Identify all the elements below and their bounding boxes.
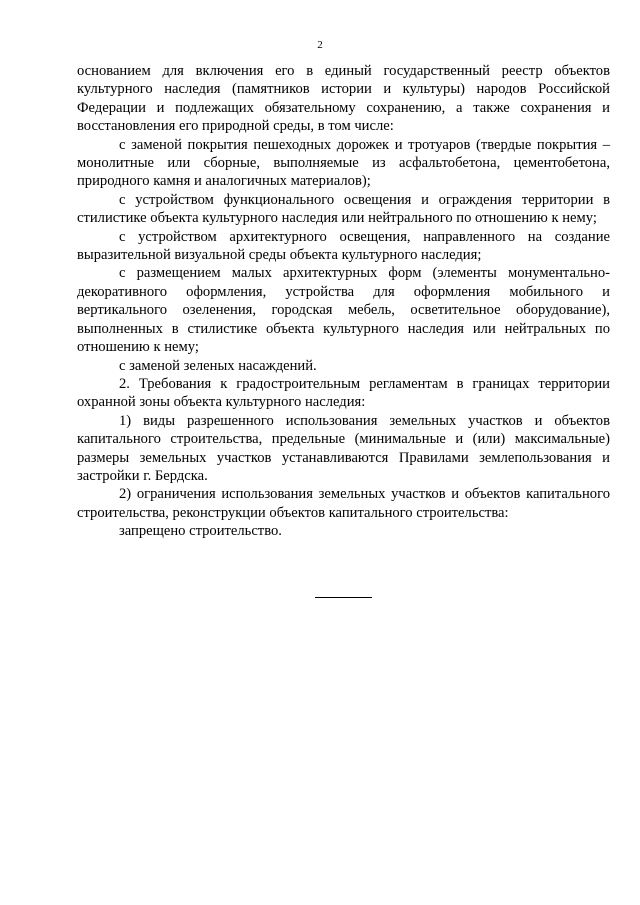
- document-body: [77, 62, 610, 541]
- paragraph-architectural-lighting: с устройством архитектурного освещения, направленного на создание выразительной визуальной среды объекта культурного наследия;: [77, 228, 610, 264]
- paragraph-continuation: основанием для включения его в единый государственный реестр объектов культурного наследия (памятников истории и культуры) народов Российской Федерации и подлежащих обязательному сохранению, а также сохранения и восстановления его природной среды, в том числе:: [77, 63, 610, 135]
- paragraph-paving: с заменой покрытия пешеходных дорожек и тротуаров (твердые покрытия – монолитные или сборные, выполняемые из асфальтобетона, цементобетона, природного камня и аналогичных материалов);: [77, 136, 610, 190]
- paragraph-lighting-fencing: с устройством функционального освещения и ограждения территории в стилистике объекта культурного наследия или нейтрального по отношению к нему;: [77, 191, 610, 227]
- paragraph-requirements-heading: 2. Требования к градостроительным регламентам в границах территории охранной зоны объекта культурного наследия:: [77, 375, 610, 411]
- page-number: 2: [317, 39, 323, 51]
- paragraph-small-forms: с размещением малых архитектурных форм (элементы монументально-декоративного оформления, устройства для оформления мобильного и вертикального озеленения, городская мебель, осветительное оборудование), выполненных в стилистике объекта культурного наследия или нейтральных по отношению к нему;: [77, 265, 610, 356]
- paragraph-green-planting: с заменой зеленых насаждений.: [119, 357, 317, 374]
- paragraph-permitted-uses: 1) виды разрешенного использования земельных участков и объектов капитального строительства, предельные (минимальные и (или) максимальные) размеры земельных участков устанавливаются Правилами землепользования и застройки г. Бердска.: [77, 412, 610, 484]
- end-of-document-rule: [315, 597, 372, 598]
- paragraph-restrictions: 2) ограничения использования земельных участков и объектов капитального строительства, реконструкции объектов капитального строительства:: [77, 486, 610, 521]
- paragraph-construction-prohibited: запрещено строительство.: [119, 523, 282, 540]
